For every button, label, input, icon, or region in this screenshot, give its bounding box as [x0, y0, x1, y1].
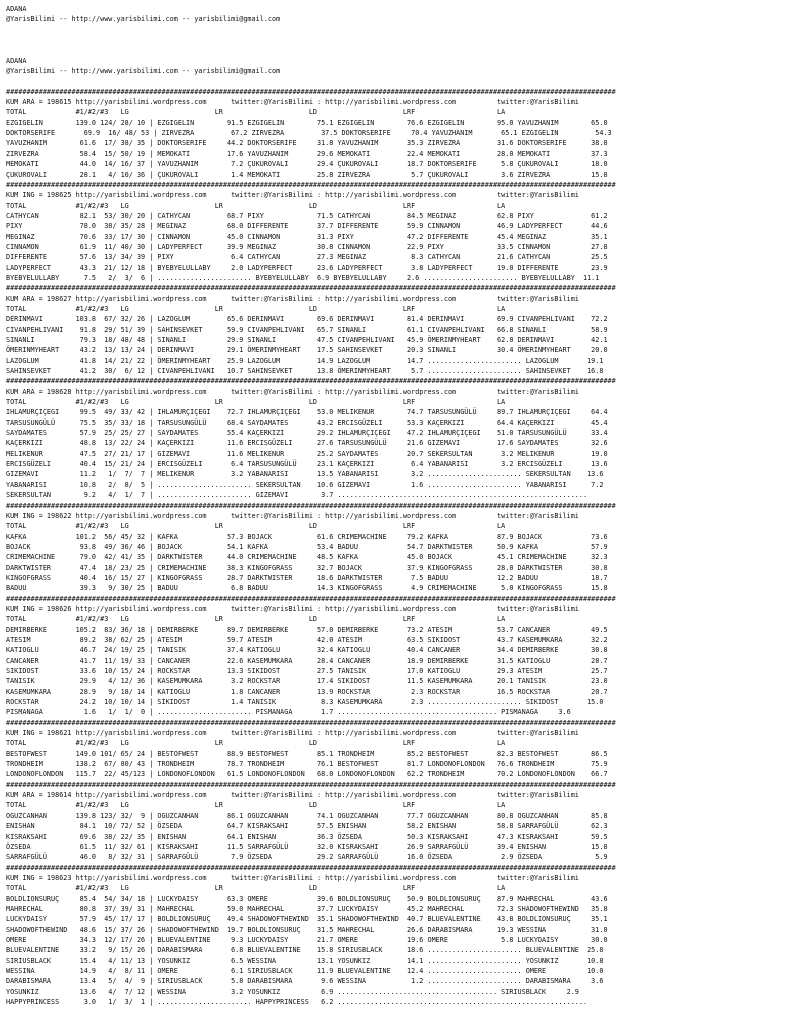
text-line: PISMANAGA 1.6 1/ 1/ 0 | ....................... PISMANAGA 1.7 ....................................... PISMANAGA 3.6	[6, 708, 571, 717]
separator-line: #####################################################################################################################################################	[6, 501, 616, 510]
text-line: TRONDHEIM 138.2 67/ 80/ 43 | TRONDHEIM 78.7 TRONDHEIM 76.1 BESTOFWEST 81.7 LONDONOFLONDON 76.6 TRONDHEIM 75.9	[6, 760, 608, 769]
text-line: TARSUSUNGÜLÜ 75.5 35/ 33/ 18 | TARSUSUNGÜLÜ 68.4 SAYDAMATES 43.2 ERCISGÜZELI 53.3 KAÇERKIZI 64.4 KAÇERKIZI 45.4	[6, 418, 608, 427]
text-line: MELIKENUR 47.5 27/ 21/ 17 | GIZEMAVI 11.6 MELIKENUR 25.2 SAYDAMATES 20.7 SEKERSULTAN 3.2 MELIKENUR 19.0	[6, 449, 608, 458]
separator-line: #####################################################################################################################################################	[6, 377, 616, 386]
text-line: ÖZSEDA 61.5 11/ 32/ 61 | KISRAKSAHI 11.5 SARRAFGÜLÜ 32.0 KISRAKSAHI 26.9 SARRAFGÜLÜ 39.4 ENISHAN 15.8	[6, 842, 608, 851]
text-line: KAFKA 101.2 56/ 45/ 32 | KAFKA 57.3 BOJACK 61.6 CRIMEMACHINE 79.2 KAFKA 87.9 BOJACK 73.6	[6, 532, 608, 541]
text-line: OGUZCANHAN 139.8 123/ 32/ 9 | OGUZCANHAN 86.1 OGUZCANHAN 74.1 OGUZCANHAN 77.7 OGUZCANHAN 80.8 OGUZCANHAN 85.8	[6, 811, 608, 820]
text-line: WESSINA 14.9 4/ 8/ 11 | OMERE 6.1 SIRIUSBLACK 11.9 BLUEVALENTINE 12.4 ....................... OMERE 10.0	[6, 966, 604, 975]
separator-line: #####################################################################################################################################################	[6, 863, 616, 872]
text-line: IHLAMURÇIÇEGI 99.5 49/ 33/ 42 | IHLAMURÇIÇEGI 72.7 IHLAMURÇIÇEGI 53.0 MELIKENUR 74.7 TARSUSUNGÜLÜ 89.7 IHLAMURÇIÇEGI 64.4	[6, 408, 608, 417]
text-line: LAZOGLUM 41.8 14/ 21/ 22 | ÖMERINMYHEART 25.9 LAZOGLUM 14.9 LAZOGLUM 14.7 ....................... LAZOGLUM 19.1	[6, 356, 604, 365]
race-header-line: KUM ARA = 198614 http://yarisbilimi.wordpress.com twitter:@YarisBilimi : http://yarisbilimi.wordpress.com twitter:@YarisBilimi	[6, 791, 579, 800]
text-line	[6, 25, 616, 35]
text-line: YAVUZHANIM 61.6 17/ 38/ 35 | DOKTORSERIFE 44.2 DOKTORSERIFE 31.8 YAVUZHANIM 35.3 ZIRVEZRA 31.6 DOKTORSERIFE 38.8	[6, 139, 608, 148]
text-line: DARABISMARA 13.4 5/ 4/ 9 | SIRIUSBLACK 5.8 DARABISMARA 9.6 WESSINA 1.2 ....................... DARABISMARA 3.6	[6, 977, 604, 986]
text-line: KAÇERKIZI 48.8 13/ 22/ 24 | KAÇERKIZI 11.6 ERCISGÜZELI 27.6 TARSUSUNGÜLÜ 21.6 GIZEMAVI 17.6 SAYDAMATES 32.6	[6, 439, 608, 448]
text-line: SIKIDOST 33.6 10/ 15/ 24 | ROCKSTAR 13.3 SIKIDOST 27.5 TANISIK 17.0 KATIOGLU 29.3 ATESIM 25.7	[6, 667, 608, 675]
text-line: MAHRECHAL 80.8 37/ 39/ 31 | MAHRECHAL 59.0 MAHRECHAL 37.7 LUCKYDAISY 45.2 MAHRECHAL 72.3 SHADOWOFTHEWIND 35.8	[6, 904, 608, 913]
text-line: SARRAFGÜLÜ 46.0 8/ 32/ 31 | SARRAFGÜLÜ 7.9 ÖZSEDA 29.2 SARRAFGÜLÜ 16.0 ÖZSEDA 2.9 ÖZSEDA 5.9	[6, 853, 608, 862]
text-line: CANCANER 41.7 11/ 19/ 33 | CANCANER 22.6 KASEMUMKARA 28.4 CANCANER 18.9 DEMIRBERKE 31.5 KATIOGLU 28.7	[6, 656, 608, 665]
separator-line: #####################################################################################################################################################	[6, 87, 616, 96]
text-line: CINNAMON 61.9 11/ 40/ 30 | LADYPERFECT 39.9 MEGINAZ 30.8 CINNAMON 22.9 PIXY 33.5 CINNAMON 27.8	[6, 242, 608, 251]
text-line: EZGIGELIN 139.0 124/ 28/ 10 | EZGIGELIN 91.5 EZGIGELIN 75.1 EZGIGELIN 76.6 EZGIGELIN 95.0 YAVUZHANIM 65.0	[6, 118, 608, 127]
text-line: ÖMERINMYHEART 43.2 13/ 13/ 24 | DERINMAVI 29.1 ÖMERINMYHEART 17.5 SAHINSEVKET 20.3 SINANLI 30.4 ÖMERINMYHEART 20.0	[6, 346, 608, 355]
text-line: DIFFERENTE 57.6 13/ 34/ 39 | PIXY 6.4 CATHYCAN 27.3 MEGINAZ 8.3 CATHYCAN 21.6 CATHYCAN 25.5	[6, 253, 608, 262]
text-line: CIVANPEHLIVANI 91.8 29/ 51/ 39 | SAHINSEVKET 59.9 CIVANPEHLIVANI 65.7 SINANLI 61.1 CIVANPEHLIVANI 66.8 SINANLI 58.9	[6, 325, 608, 334]
text-line: TANISIK 29.9 4/ 12/ 36 | KASEMUMKARA 3.2 ROCKSTAR 17.4 SIKIDOST 11.5 KASEMUMKARA 20.1 TANISIK 23.0	[6, 677, 608, 686]
separator-line: #####################################################################################################################################################	[6, 594, 616, 603]
text-line: ENISHAN 84.1 10/ 72/ 52 | ÖZSEDA 64.7 KISRAKSAHI 57.5 ENISHAN 58.2 ENISHAN 58.8 SARRAFGÜLÜ 62.3	[6, 822, 608, 831]
text-line: SAYDAMATES 57.9 25/ 25/ 27 | SAYDAMATES 55.4 KAÇERKIZI 29.2 IHLAMURÇIÇEGI 47.2 IHLAMURÇIÇEGI 51.0 TARSUSUNGÜLÜ 33.4	[6, 429, 608, 438]
text-line: LUCKYDAISY 57.9 45/ 17/ 17 | BOLDLIONSURUÇ 49.4 SHADOWOFTHEWIND 35.1 SHADOWOFTHEWIND 40.7 BLUEVALENTINE 43.8 BOLDLIONSURUÇ 35.1	[6, 915, 608, 924]
text-line: MEGINAZ 70.6 33/ 17/ 30 | CINNAMON 45.0 CINNAMON 31.3 PIXY 47.2 DIFFERENTE 45.4 MEGINAZ 35.1	[6, 232, 608, 241]
race-header-line: KUM ARA = 198628 http://yarisbilimi.wordpress.com twitter:@YarisBilimi : http://yarisbilimi.wordpress.com twitter:@YarisBilimi	[6, 387, 579, 396]
separator-line: #####################################################################################################################################################	[6, 718, 616, 727]
race-header-line: KUM ARA = 198615 http://yarisbilimi.wordpress.com twitter:@YarisBilimi : http://yarisbilimi.wordpress.com twitter:@YarisBilimi	[6, 98, 579, 107]
text-line: ATESIM 89.2 38/ 62/ 25 | ATESIM 59.7 ATESIM 42.0 ATESIM 63.5 SIKIDOST 43.7 KASEMUMKARA 32.2	[6, 635, 608, 644]
text-line: SINANLI 79.3 18/ 48/ 48 | SINANLI 29.9 SINANLI 47.5 CIVANPEHLIVANI 45.9 ÖMERINMYHEART 62.0 DERINMAVI 42.1	[6, 336, 608, 344]
text-line: YABANARISI 10.8 2/ 8/ 5 | ....................... SEKERSULTAN 10.6 GIZEMAVI 1.6 ....................... YABANARISI 7.2	[6, 480, 604, 489]
text-line: BADUU 39.3 9/ 30/ 25 | BADUU 6.8 BADUU 14.3 KINGOFGRASS 4.9 CRIMEMACHINE 5.0 KINGOFGRASS 15.8	[6, 584, 608, 593]
text-line: LADYPERFECT 43.3 21/ 12/ 18 | BYEBYELULLABY 2.0 LADYPERFECT 23.6 LADYPERFECT 3.8 LADYPERFECT 19.0 DIFFERENTE 23.9	[6, 263, 608, 272]
race-header-line: KUM ING = 198626 http://yarisbilimi.wordpress.com twitter:@YarisBilimi : http://yarisbilimi.wordpress.com twitter:@YarisBilimi	[6, 604, 579, 613]
race-header-line: KUM ING = 198625 http://yarisbilimi.wordpress.com twitter:@YarisBilimi : http://yarisbilimi.wordpress.com twitter:@YarisBilimi	[6, 191, 579, 200]
column-header-line: TOTAL #1/#2/#3 LG LR LD LRF LA	[6, 884, 506, 893]
column-header-line: TOTAL #1/#2/#3 LG LR LD LRF LA	[6, 801, 506, 810]
race-report-text	[6, 4, 616, 1007]
text-line: YOSUNKIZ 13.6 4/ 7/ 12 | WESSINA 3.2 YOSUNKIZ 6.9 ....................................... SIRIUSBLACK 2.9	[6, 987, 579, 996]
column-header-line: TOTAL #1/#2/#3 LG LR LD LRF LA	[6, 108, 506, 117]
text-line: KISRAKSAHI 69.6 38/ 22/ 35 | ENISHAN 64.1 ENISHAN 36.3 ÖZSEDA 50.3 KISRAKSAHI 47.3 KISRAKSAHI 59.5	[6, 832, 608, 841]
text-line: SEKERSULTAN 9.2 4/ 1/ 7 | ....................... GIZEMAVI 3.7 .............................................................	[6, 491, 588, 500]
separator-line: #####################################################################################################################################################	[6, 180, 616, 189]
race-header-line: KUM ARA = 198627 http://yarisbilimi.wordpress.com twitter:@YarisBilimi : http://yarisbilimi.wordpress.com twitter:@YarisBilimi	[6, 294, 579, 303]
text-line: ÇUKUROVALI 28.1 4/ 10/ 36 | ÇUKUROVALI 1.4 MEMOKATI 25.8 ZIRVEZRA 5.7 ÇUKUROVALI 3.6 ZIRVEZRA 15.8	[6, 170, 608, 179]
text-line	[6, 35, 616, 45]
text-line: DERINMAVI 103.8 67/ 32/ 26 | LAZOGLUM 65.6 DERINMAVI 69.6 DERINMAVI 81.4 DERINMAVI 69.9 CIVANPEHLIVANI 72.2	[6, 315, 608, 324]
text-line: BYEBYELULLABY 7.5 2/ 3/ 6 | ....................... BYEBYELULLABY 6.9 BYEBYELULLABY 2.6 ....................... BYEBYELULLABY 11.1	[6, 273, 600, 282]
text-line: SAHINSEVKET 41.2 30/ 6/ 12 | CIVANPEHLIVANI 10.7 SAHINSEVKET 13.8 ÖMERINMYHEART 5.7 ....................... SAHINSEVKET 16.8	[6, 367, 604, 376]
text-line	[6, 76, 616, 86]
text-line: BOJACK 93.8 49/ 36/ 46 | BOJACK 54.1 KAFKA 53.4 BADUU 54.7 DARKTWISTER 50.9 KAFKA 57.9	[6, 542, 608, 551]
text-line: KINGOFGRASS 40.4 16/ 15/ 27 | KINGOFGRASS 28.7 DARKTWISTER 18.6 DARKTWISTER 7.5 BADUU 12.2 BADUU 18.7	[6, 573, 608, 582]
text-line: @YarisBilimi -- http://www.yarisbilimi.com -- yarisbilimi@gmail.com	[6, 67, 281, 76]
column-header-line: TOTAL #1/#2/#3 LG LR LD LRF LA	[6, 522, 506, 531]
text-line: HAPPYPRINCESS 3.0 1/ 3/ 1 | ....................... HAPPYPRINCESS 6.2 .............................................................	[6, 998, 588, 1006]
column-header-line: TOTAL #1/#2/#3 LG LR LD LRF LA	[6, 739, 506, 748]
text-line: SIRIUSBLACK 15.4 4/ 11/ 13 | YOSUNKIZ 6.5 WESSINA 13.1 YOSUNKIZ 14.1 ....................... YOSUNKIZ 10.8	[6, 956, 604, 965]
separator-line: #####################################################################################################################################################	[6, 284, 616, 293]
text-line: OMERE 34.3 12/ 17/ 26 | BLUEVALENTINE 9.3 LUCKYDAISY 21.7 OMERE 19.6 OMERE 5.8 LUCKYDAISY 30.0	[6, 935, 608, 944]
text-line: BESTOFWEST 149.0 101/ 65/ 24 | BESTOFWEST 88.9 BESTOFWEST 85.1 TRONDHEIM 85.2 BESTOFWEST 82.3 BESTOFWEST 86.5	[6, 749, 608, 758]
text-line: ADANA	[6, 5, 27, 13]
text-line: ZIRVEZRA 58.4 15/ 50/ 19 | MEMOKATI 17.6 YAVUZHANIM 29.6 MEMOKATI 22.4 MEMOKATI 28.0 MEMOKATI 37.3	[6, 149, 608, 158]
text-line: DEMIRBERKE 105.2 83/ 36/ 18 | DEMIRBERKE 89.7 DEMIRBERKE 57.0 DEMIRBERKE 73.2 ATESIM 53.7 CANCANER 49.5	[6, 625, 608, 634]
text-line: @YarisBilimi -- http://www.yarisbilimi.com -- yarisbilimi@gmail.com	[6, 15, 281, 24]
race-header-line: KUM ING = 198622 http://yarisbilimi.wordpress.com twitter:@YarisBilimi : http://yarisbilimi.wordpress.com twitter:@YarisBilimi	[6, 511, 579, 520]
column-header-line: TOTAL #1/#2/#3 LG LR LD LRF LA	[6, 201, 506, 210]
text-line: KATIOGLU 46.7 24/ 19/ 25 | TANISIK 37.4 KATIOGLU 32.4 KATIOGLU 40.4 CANCANER 34.4 DEMIRBERKE 30.8	[6, 646, 608, 655]
text-line: PIXY 78.0 38/ 35/ 28 | MEGINAZ 68.0 DIFFERENTE 37.7 DIFFERENTE 59.9 CINNAMON 46.9 LADYPERFECT 44.6	[6, 222, 608, 231]
text-line: GIZEMAVI 11.2 1/ 7/ 7 | MELIKENUR 3.2 YABANARISI 13.5 YABANARISI 3.2 ....................... SEKERSULTAN 13.6	[6, 470, 604, 479]
text-line	[6, 45, 616, 55]
text-line: CATHYCAN 82.1 53/ 30/ 20 | CATHYCAN 68.7 PIXY 71.5 CATHYCAN 84.5 MEGINAZ 62.8 PIXY 61.2	[6, 211, 608, 220]
race-header-line: KUM ING = 198623 http://yarisbilimi.wordpress.com twitter:@YarisBilimi : http://yarisbilimi.wordpress.com twitter:@YarisBilimi	[6, 873, 579, 882]
column-header-line: TOTAL #1/#2/#3 LG LR LD LRF LA	[6, 398, 506, 407]
column-header-line: TOTAL #1/#2/#3 LG LR LD LRF LA	[6, 615, 506, 624]
text-line: KASEMUMKARA 28.9 9/ 18/ 14 | KATIOGLU 1.8 CANCANER 13.9 ROCKSTAR 2.3 ROCKSTAR 16.5 ROCKSTAR 20.7	[6, 687, 608, 696]
text-line: DARKTWISTER 47.4 18/ 23/ 25 | CRIMEMACHINE 38.3 KINGOFGRASS 32.7 BOJACK 37.9 KINGOFGRASS 28.0 DARKTWISTER 30.8	[6, 563, 608, 572]
text-line: CRIMEMACHINE 79.0 42/ 41/ 35 | DARKTWISTER 44.0 CRIMEMACHINE 48.5 KAFKA 45.0 BOJACK 45.1 CRIMEMACHINE 32.3	[6, 553, 608, 562]
text-line: ERCISGÜZELI 40.4 15/ 21/ 24 | ERCISGÜZELI 6.4 TARSUSUNGÜLÜ 23.1 KAÇERKIZI 6.4 YABANARISI 3.2 ERCISGÜZELI 13.6	[6, 460, 608, 469]
text-line: MEMOKATI 44.0 14/ 16/ 37 | YAVUZHANIM 7.2 ÇUKUROVALI 29.4 ÇUKUROVALI 18.7 DOKTORSERIFE 5.8 ÇUKUROVALI 18.0	[6, 160, 608, 169]
text-line: LONDONOFLONDON 115.7 22/ 45/123 | LONDONOFLONDON 61.5 LONDONOFLONDON 68.0 LONDONOFLONDON 62.2 TRONDHEIM 70.2 LONDONOFLONDON 66.7	[6, 770, 608, 779]
text-line: SHADOWOFTHEWIND 48.6 15/ 37/ 26 | SHADOWOFTHEWIND 19.7 BOLDLIONSURUÇ 31.5 MAHRECHAL 26.6 DARABISMARA 19.3 WESSINA 31.0	[6, 925, 608, 934]
text-line: DOKTORSERIFE 69.9 16/ 48/ 53 | ZIRVEZRA 67.2 ZIRVEZRA 37.5 DOKTORSERIFE 70.4 YAVUZHANIM 65.1 EZGIGELIN 54.3	[6, 129, 612, 138]
text-line: ADANA	[6, 56, 27, 65]
separator-line: #####################################################################################################################################################	[6, 780, 616, 789]
text-line: BLUEVALENTINE 33.2 9/ 15/ 26 | DARABISMARA 6.8 BLUEVALENTINE 15.8 SIRIUSBLACK 18.6 ....................... BLUEVALENTINE 25.8	[6, 946, 604, 955]
race-header-line: KUM ING = 198621 http://yarisbilimi.wordpress.com twitter:@YarisBilimi : http://yarisbilimi.wordpress.com twitter:@YarisBilimi	[6, 729, 579, 738]
column-header-line: TOTAL #1/#2/#3 LG LR LD LRF LA	[6, 304, 506, 313]
text-line: ROCKSTAR 24.2 10/ 10/ 14 | SIKIDOST 1.4 TANISIK 8.3 KASEMUMKARA 2.3 ....................... SIKIDOST 15.0	[6, 698, 604, 707]
text-line: BOLDLIONSURUÇ 85.4 54/ 34/ 18 | LUCKYDAISY 63.3 OMERE 39.6 BOLDLIONSURUÇ 50.9 BOLDLIONSURUÇ 87.9 MAHRECHAL 43.6	[6, 894, 608, 903]
